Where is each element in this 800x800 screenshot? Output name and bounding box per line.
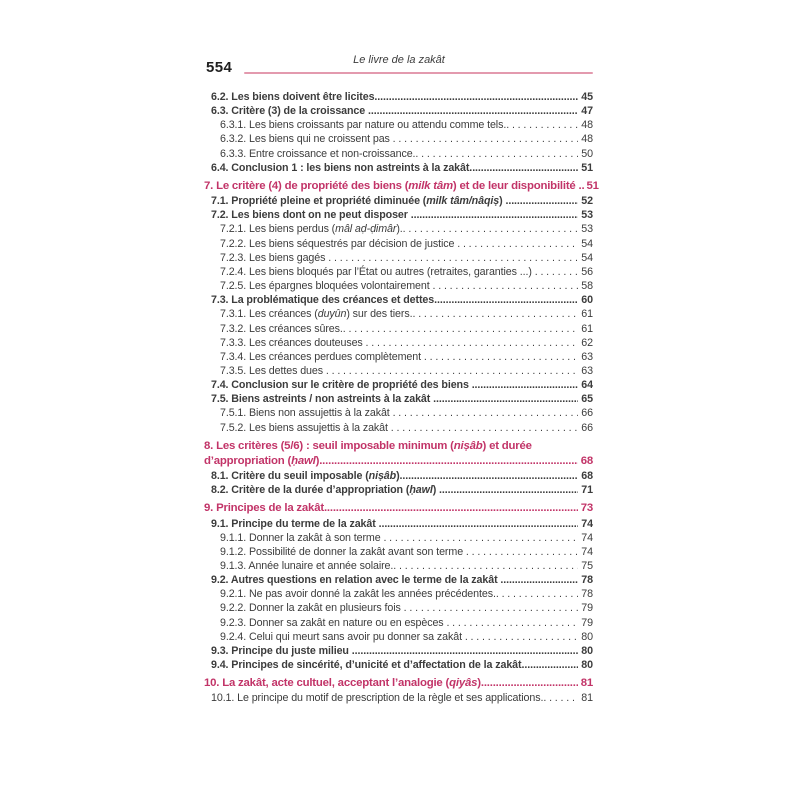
label-text: 6.3.1. Les biens croissants par nature ou attendu comme tels. xyxy=(220,119,507,132)
transliterated-term: ḥawl xyxy=(409,484,433,497)
toc-heading-row xyxy=(204,676,593,690)
toc-page-number: 52 xyxy=(581,195,593,208)
dot-leader xyxy=(472,161,578,175)
dot-leader xyxy=(543,691,578,705)
dot-leader xyxy=(352,644,579,658)
label-text: 7.2.2. Les biens séquestrés par décision de justice xyxy=(220,237,458,250)
toc-page-number: 80 xyxy=(581,659,593,672)
dot-leader xyxy=(424,350,578,364)
transliterated-term: ḥawl xyxy=(291,454,316,467)
toc-entry-label xyxy=(211,658,521,672)
toc-entry-row xyxy=(204,208,593,222)
toc-page-number: 56 xyxy=(581,265,593,278)
label-text: 7.3.2. Les créances sûres. xyxy=(220,322,343,335)
label-text: 9.1. Principe du terme de la zakât xyxy=(211,517,379,530)
toc-entry-label xyxy=(220,364,326,378)
toc-heading-row xyxy=(204,439,593,453)
toc-entry-label xyxy=(211,392,433,406)
label-text: 7.3.5. Les dettes dues xyxy=(220,364,326,377)
toc-entry-label xyxy=(220,265,535,279)
toc-entry-label xyxy=(220,601,404,615)
toc-page-number: 54 xyxy=(581,251,593,264)
toc-page-number: 64 xyxy=(581,379,593,392)
label-text: 7.1. Propriété pleine et propriété diminuée ( xyxy=(211,195,427,208)
dot-leader xyxy=(377,90,578,104)
dot-leader xyxy=(393,559,578,573)
toc-heading-row xyxy=(204,454,593,468)
toc-entry-label xyxy=(204,439,532,453)
toc-entry-row xyxy=(204,531,593,545)
toc-entry-row xyxy=(204,573,593,587)
label-text: 7.4. Conclusion sur le critère de propriété des biens xyxy=(211,379,472,392)
transliterated-term: niṣâb xyxy=(368,470,397,483)
label-text: 6.3.3. Entre croissance et non-croissance. xyxy=(220,147,416,160)
dot-leader xyxy=(506,118,578,132)
toc-entry-row xyxy=(204,587,593,601)
dot-leader xyxy=(505,194,578,208)
toc-page-number: 45 xyxy=(581,91,593,103)
toc-page-number: 78 xyxy=(581,574,593,587)
toc-entry-label xyxy=(220,147,415,161)
toc-page-number: 54 xyxy=(581,237,593,250)
toc-page-number: 62 xyxy=(581,336,593,349)
toc-entry-label xyxy=(211,293,434,307)
toc-entry-label xyxy=(220,421,391,435)
toc-page-number: 65 xyxy=(581,393,593,406)
toc-page-number: 50 xyxy=(581,147,593,160)
dot-leader xyxy=(457,237,578,251)
toc-entry-row xyxy=(204,104,593,118)
dot-leader xyxy=(393,132,579,146)
toc-page-number: 60 xyxy=(581,294,593,307)
toc-page-number: 51 xyxy=(581,161,593,174)
label-text: 9.2.2. Donner la zakât en plusieurs fois xyxy=(220,602,404,615)
toc-entry-row xyxy=(204,90,593,104)
label-text: 7.5.2. Les biens assujettis à la zakât xyxy=(220,421,391,434)
toc-page-number: 73 xyxy=(580,502,593,515)
toc-entry-label xyxy=(220,279,432,293)
dot-leader xyxy=(319,454,578,468)
label-text: ) xyxy=(432,484,440,497)
toc-entry-label xyxy=(204,501,324,515)
toc-entry-row xyxy=(204,630,593,644)
toc-entry-row xyxy=(204,483,593,497)
transliterated-term: milk tâm/nâqiṣ xyxy=(426,195,500,208)
toc-page-number: 53 xyxy=(581,209,593,222)
label-text: ) et durée xyxy=(482,439,532,452)
label-text: 7.3.4. Les créances perdues complètement xyxy=(220,350,424,363)
dot-leader xyxy=(326,364,578,378)
toc-page-number: 78 xyxy=(581,588,593,601)
label-text: ) xyxy=(499,195,506,208)
label-text: 7.3.1. Les créances ( xyxy=(220,308,318,321)
label-text: 10.1. Le principe du motif de prescription de la règle et ses applications. xyxy=(211,692,544,705)
dot-leader xyxy=(481,676,578,690)
dot-leader xyxy=(383,531,578,545)
label-text: 7.3.3. Les créances douteuses xyxy=(220,336,366,349)
running-title: Le livre de la zakât xyxy=(353,54,445,66)
label-text: 9.2.1. Ne pas avoir donné la zakât les années précédentes. xyxy=(220,588,496,601)
toc-entry-label xyxy=(220,336,366,350)
toc-entry-row xyxy=(204,279,593,293)
toc-entry-row xyxy=(204,392,593,406)
toc-page-number: 66 xyxy=(581,421,593,434)
toc-entry-label xyxy=(220,587,496,601)
toc-entry-label xyxy=(220,616,446,630)
dot-leader xyxy=(402,469,578,483)
toc-entry-label xyxy=(204,454,319,468)
label-text: d’appropriation ( xyxy=(204,454,292,467)
label-text: 7.5.1. Biens non assujettis à la zakât xyxy=(220,407,393,420)
dot-leader xyxy=(466,545,578,559)
label-text: ). xyxy=(396,470,403,483)
dot-leader xyxy=(368,104,578,118)
label-text: 9.2.4. Celui qui meurt sans avoir pu donner sa zakât xyxy=(220,630,465,643)
toc-entry-label xyxy=(220,559,393,573)
toc-entry-row xyxy=(204,545,593,559)
label-text: ) et de leur disponibilité xyxy=(452,179,579,192)
label-text: 7.2.3. Les biens gagés xyxy=(220,251,329,264)
toc-page-number: 48 xyxy=(581,119,593,132)
table-of-contents xyxy=(204,90,599,706)
dot-leader xyxy=(521,658,578,672)
toc-heading-row xyxy=(204,501,593,515)
dot-leader xyxy=(415,147,578,161)
toc-entry-row xyxy=(204,222,593,236)
dot-leader xyxy=(446,616,578,630)
label-text: 9.1.2. Possibilité de donner la zakât avant son terme xyxy=(220,545,466,558)
dot-leader xyxy=(500,573,578,587)
dot-leader xyxy=(465,630,578,644)
toc-entry-row xyxy=(204,559,593,573)
toc-page-number: 74 xyxy=(581,531,593,544)
toc-entry-row xyxy=(204,161,593,175)
toc-page-number: 51 xyxy=(586,179,599,192)
toc-entry-row xyxy=(204,616,593,630)
transliterated-term: qiyâs xyxy=(449,677,478,690)
dot-leader xyxy=(432,279,578,293)
toc-page-number: 79 xyxy=(581,616,593,629)
toc-entry-label xyxy=(211,194,505,208)
toc-entry-row xyxy=(204,336,593,350)
toc-entry-row xyxy=(204,644,593,658)
toc-entry-row xyxy=(204,658,593,672)
label-text: ) xyxy=(315,454,320,467)
toc-page-number: 74 xyxy=(581,517,593,530)
label-text: 8.1. Critère du seuil imposable ( xyxy=(211,470,369,483)
toc-page-number: 71 xyxy=(581,484,593,497)
header-rule xyxy=(244,72,593,74)
label-text: 7.5. Biens astreints / non astreints à la zakât xyxy=(211,393,434,406)
dot-leader xyxy=(535,265,579,279)
toc-page-number: 79 xyxy=(581,602,593,615)
dot-leader xyxy=(439,483,578,497)
toc-entry-label xyxy=(211,104,368,118)
toc-entry-label xyxy=(211,691,543,705)
toc-entry-row xyxy=(204,307,593,321)
toc-entry-row xyxy=(204,322,593,336)
dot-leader xyxy=(472,378,579,392)
toc-page-number: 81 xyxy=(581,692,593,705)
dot-leader xyxy=(403,222,579,236)
toc-entry-row xyxy=(204,406,593,420)
toc-entry-row xyxy=(204,601,593,615)
toc-entry-label xyxy=(211,573,500,587)
toc-entry-row xyxy=(204,517,593,531)
toc-entry-label xyxy=(220,118,506,132)
toc-entry-row xyxy=(204,293,593,307)
dot-leader xyxy=(404,601,579,615)
dot-leader xyxy=(324,501,578,515)
dot-leader xyxy=(393,406,579,420)
toc-entry-label xyxy=(220,237,457,251)
toc-entry-row xyxy=(204,132,593,146)
label-text: 9. Principes de la zakât xyxy=(204,502,324,515)
toc-page-number: 47 xyxy=(581,105,593,118)
label-text: ) sur des tiers. xyxy=(346,308,413,321)
toc-entry-label xyxy=(211,161,472,175)
dot-leader xyxy=(379,517,579,531)
label-text: 7.2.4. Les biens bloqués par l’État ou autres (retraites, garanties ...) xyxy=(220,265,535,278)
toc-entry-label xyxy=(211,517,379,531)
toc-entry-label xyxy=(211,90,377,104)
toc-entry-row xyxy=(204,237,593,251)
dot-leader xyxy=(434,293,578,307)
toc-entry-label xyxy=(220,322,343,336)
toc-page-number: 75 xyxy=(581,560,593,572)
label-text: 8. Les critères (5/6) : seuil imposable minimum ( xyxy=(204,439,454,452)
label-text: 9.4. Principes de sincérité, d’unicité et d’affectation de la zakât xyxy=(211,659,522,672)
toc-page-number: 61 xyxy=(581,322,593,335)
label-text: 6.4. Conclusion 1 : les biens non astreints à la zakât. xyxy=(211,161,473,174)
toc-entry-row xyxy=(204,251,593,265)
toc-entry-row xyxy=(204,194,593,208)
toc-heading-row xyxy=(204,179,599,193)
label-text: 7.3. La problématique des créances et dettes xyxy=(211,294,435,307)
toc-entry-row xyxy=(204,265,593,279)
label-text: 9.1.3. Année lunaire et année solaire. xyxy=(220,560,394,572)
toc-entry-label xyxy=(211,378,472,392)
toc-entry-row xyxy=(204,378,593,392)
page-number-folio: 554 xyxy=(206,59,233,76)
toc-page-number: 53 xyxy=(581,223,593,236)
toc-page-number: 68 xyxy=(580,454,593,467)
label-text: 9.2. Autres questions en relation avec le terme de la zakât xyxy=(211,574,501,587)
toc-entry-label xyxy=(211,483,439,497)
toc-entry-label xyxy=(211,469,402,483)
label-text: 9.2.3. Donner sa zakât en nature ou en espèces xyxy=(220,616,447,629)
label-text: 7.2.1. Les biens perdus ( xyxy=(220,223,336,236)
toc-page-number: 80 xyxy=(581,630,593,643)
toc-entry-row xyxy=(204,147,593,161)
toc-entry-label xyxy=(220,630,465,644)
dot-leader xyxy=(433,392,578,406)
toc-page-number: 63 xyxy=(581,350,593,363)
label-text: 9.3. Principe du juste milieu xyxy=(211,644,352,657)
dot-leader xyxy=(411,208,579,222)
label-text: 7.2. Les biens dont on ne peut disposer xyxy=(211,209,411,222)
label-text: 7. Le critère (4) de propriété des biens ( xyxy=(204,179,409,192)
label-text: 7.2.5. Les épargnes bloquées volontairement xyxy=(220,280,433,293)
label-text: 6.2. Les biens doivent être licites. xyxy=(211,91,378,103)
toc-page-number: 68 xyxy=(581,470,593,483)
toc-entry-label xyxy=(220,406,393,420)
toc-entry-row xyxy=(204,118,593,132)
toc-page-number: 61 xyxy=(581,308,593,321)
toc-page-number: 66 xyxy=(581,407,593,420)
toc-page-number: 80 xyxy=(581,644,593,657)
toc-page-number: 63 xyxy=(581,364,593,377)
label-text: ) xyxy=(477,677,481,690)
transliterated-term: milk tâm xyxy=(408,179,453,192)
toc-entry-label xyxy=(220,531,383,545)
label-text: 6.3.2. Les biens qui ne croissent pas xyxy=(220,133,393,146)
dot-leader xyxy=(328,251,578,265)
label-text: 9.1.1. Donner la zakât à son terme xyxy=(220,531,384,544)
toc-entry-label xyxy=(220,132,393,146)
toc-entry-label xyxy=(220,545,466,559)
label-text: 8.2. Critère de la durée d’appropriation ( xyxy=(211,484,410,497)
toc-entry-label xyxy=(211,208,411,222)
toc-entry-label xyxy=(220,350,424,364)
dot-leader xyxy=(412,307,578,321)
toc-entry-row xyxy=(204,691,593,705)
label-text: ). xyxy=(396,223,403,236)
toc-entry-row xyxy=(204,350,593,364)
toc-page-number: 58 xyxy=(581,280,593,293)
label-text: 10. La zakât, acte cultuel, acceptant l’analogie ( xyxy=(204,677,450,690)
dot-leader xyxy=(366,336,579,350)
transliterated-term: niṣâb xyxy=(453,439,483,452)
toc-entry-label xyxy=(204,179,579,193)
toc-page-number: 81 xyxy=(580,677,593,690)
dot-leader xyxy=(391,421,579,435)
toc-page-number: 74 xyxy=(581,545,593,558)
toc-entry-label xyxy=(211,644,352,658)
toc-entry-row xyxy=(204,421,593,435)
transliterated-term: duyûn xyxy=(317,308,347,321)
toc-entry-label xyxy=(220,222,403,236)
toc-entry-row xyxy=(204,364,593,378)
dot-leader xyxy=(343,322,579,336)
toc-entry-label xyxy=(220,251,328,265)
toc-entry-label xyxy=(204,676,481,690)
toc-page-number: 48 xyxy=(581,133,593,146)
toc-entry-row xyxy=(204,469,593,483)
toc-entry-label xyxy=(220,307,412,321)
transliterated-term: mâl aḍ-ḍimâr xyxy=(335,223,397,236)
dot-leader xyxy=(496,587,578,601)
label-text: 6.3. Critère (3) de la croissance xyxy=(211,105,368,118)
